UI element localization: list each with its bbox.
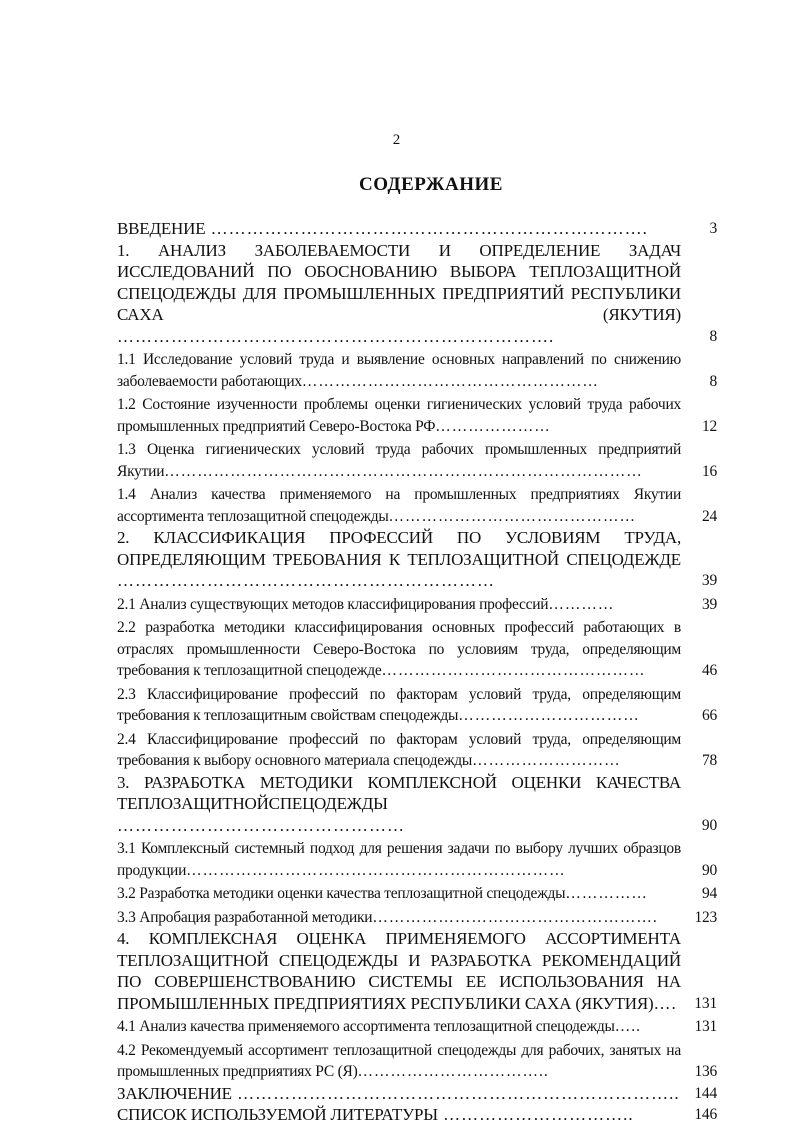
toc-entry-title: 3.1 Комплексный системный подход для решения задачи по выбору лучших образцов продукции <box>117 840 681 879</box>
toc-entry-title: 1.2 Состояние изученности проблемы оценки гигиенических условий труда рабочих промышленных предприятий Северо-Востока РФ <box>117 396 681 435</box>
toc-entry-page: 39 <box>702 595 717 613</box>
toc-entry-title: 3.3 Апробация разработанной методики <box>117 908 373 926</box>
toc-entry-page: 131 <box>694 1018 717 1035</box>
toc-entry-title: 3.2 Разработка методики оценки качества теплозащитной спецодежды <box>117 885 566 902</box>
toc-leader-dots: …………………………….. <box>357 1063 549 1080</box>
toc-entry-page: 131 <box>694 994 717 1012</box>
toc-entry-page: 94 <box>702 885 717 902</box>
toc-entry-title: 4.2 Рекомендуемый ассортимент теплозащитной спецодежды для рабочих, занятых на промышленных предприятиях РС (Я) <box>117 1041 681 1080</box>
toc-leader-dots: ………………………………………… <box>381 662 646 679</box>
toc-entry-page: 8 <box>709 327 717 345</box>
toc-entry <box>117 883 717 905</box>
toc-leader-dots: …………… <box>565 885 648 902</box>
toc-entry <box>117 1016 717 1038</box>
toc-entry-title: 4. КОМПЛЕКСНАЯ ОЦЕНКА ПРИМЕНЯЕМОГО АССОРТИМЕНТА ТЕПЛОЗАЩИТНОЙ СПЕЦОДЕЖДЫ И РАЗРАБОТКА РЕКОМЕНДАЦИЙ ПО СОВЕРШЕНСТВОВАНИЮ СИСТЕМЫ ЕЕ ИСПОЛЬЗОВАНИЯ НА ПРОМЫШЛЕННЫХ ПРЕДПРИЯТИЯХ РЕСПУБЛИКИ САХА (ЯКУТИЯ) <box>117 929 681 1013</box>
toc-entry-page: 3 <box>709 220 717 237</box>
toc-entry <box>117 1040 717 1083</box>
toc-entry-page: 24 <box>702 507 717 525</box>
toc-entry-title: 2. КЛАССИФИКАЦИЯ ПРОФЕССИЙ ПО УСЛОВИЯМ ТРУДА, ОПРЕДЕЛЯЮЩИМ ТРЕБОВАНИЯ К ТЕПЛОЗАЩИТНОЙ СПЕЦОДЕЖДЕ <box>117 528 681 569</box>
toc-leader-dots: ……………………………………… <box>388 507 637 525</box>
toc-entry <box>117 439 717 482</box>
toc-leader-dots: ………………………………………… <box>117 815 405 835</box>
toc-leader-dots: ………………… <box>435 417 551 435</box>
toc-leader-dots: …………………………………………………………… <box>186 861 566 879</box>
toc-entry <box>117 617 717 682</box>
toc-entry-title: 1.1 Исследование условий труда и выявление основных направлений по снижению заболеваемости работающих <box>117 351 681 390</box>
toc-leader-dots: ….. <box>614 1018 641 1035</box>
toc-entry <box>117 907 717 929</box>
toc-entry-page: 136 <box>694 1063 717 1080</box>
toc-leader-dots: ……………………………………………… <box>301 372 599 390</box>
page-number: 2 <box>392 132 401 148</box>
toc-leader-dots: …. <box>653 993 677 1013</box>
toc-leader-dots: ………… <box>548 595 615 613</box>
toc-entry-page: 144 <box>694 1084 717 1102</box>
toc-entry-page: 16 <box>702 462 717 480</box>
toc-entry <box>117 394 717 437</box>
toc-entry <box>117 240 717 348</box>
table-of-contents <box>117 218 717 1126</box>
toc-entry-title: 3. РАЗРАБОТКА МЕТОДИКИ КОМПЛЕКСНОЙ ОЦЕНКИ КАЧЕСТВА ТЕПЛОЗАЩИТНОЙСПЕЦОДЕЖДЫ <box>117 772 681 813</box>
toc-entry-title: ВВЕДЕНИЕ <box>117 219 206 238</box>
toc-entry <box>117 684 717 727</box>
toc-leader-dots: …………………………………………………………………………… <box>164 462 643 480</box>
toc-leader-dots: ………………………….. <box>437 1105 634 1124</box>
toc-entry <box>117 527 717 592</box>
toc-leader-dots: ……………………… <box>472 752 621 769</box>
toc-heading: СОДЕРЖАНИЕ <box>359 174 503 195</box>
toc-entry-page: 39 <box>701 572 717 589</box>
toc-leader-dots: ………………………………………………………………. <box>205 219 648 238</box>
toc-entry <box>117 218 717 240</box>
toc-entry-title: СПИСОК ИСПОЛЬЗУЕМОЙ ЛИТЕРАТУРЫ <box>117 1105 438 1124</box>
toc-entry <box>117 594 717 616</box>
toc-entry-title: ЗАКЛЮЧЕНИЕ <box>117 1083 232 1103</box>
toc-entry <box>117 928 717 1014</box>
toc-entry-title: 1.4 Анализ качества применяемого на промышленных предприятиях Якутии ассортимента теплозащитной спецодежды <box>117 486 681 525</box>
toc-entry <box>117 729 717 772</box>
toc-leader-dots: ……………………………………………. <box>372 908 658 926</box>
toc-entry-title: 1.3 Оценка гигиенических условий труда рабочих промышленных предприятий Якутии <box>117 441 681 480</box>
toc-entry-page: 8 <box>709 372 717 390</box>
toc-leader-dots: ………………………………………………………………. <box>117 326 555 346</box>
toc-entry-title: 4.1 Анализ качества применяемого ассортимента теплозащитной спецодежды <box>117 1018 615 1035</box>
toc-entry-page: 90 <box>702 861 717 879</box>
toc-entry-page: 146 <box>694 1106 717 1123</box>
toc-entry-page: 90 <box>701 816 717 834</box>
toc-entry <box>117 1083 717 1105</box>
toc-entry <box>117 349 717 392</box>
toc-leader-dots: ……………………………………………………………….. <box>231 1083 680 1103</box>
toc-entry <box>117 838 717 881</box>
toc-entry-title: 2.1 Анализ существующих методов классифицирования профессий <box>117 595 549 613</box>
toc-entry-title: 2.4 Классифицирование профессий по факторам условий труда, определяющим требования к выбору основного материала спецодежды <box>117 730 681 769</box>
toc-leader-dots: ……………………………………………………… <box>117 571 495 590</box>
toc-entry <box>117 1104 717 1126</box>
toc-entry <box>117 772 717 837</box>
toc-entry-page: 78 <box>702 752 717 769</box>
toc-leader-dots: …………………………… <box>458 707 640 724</box>
toc-entry-title: 2.3 Классифицирование профессий по факторам условий труда, определяющим требования к теплозащитным свойствам спецодежды <box>117 685 681 724</box>
toc-entry-page: 123 <box>694 908 717 926</box>
toc-entry-page: 12 <box>702 417 717 435</box>
toc-entry-title: 1. АНАЛИЗ ЗАБОЛЕВАЕМОСТИ И ОПРЕДЕЛЕНИЕ ЗАДАЧ ИССЛЕДОВАНИЙ ПО ОБОСНОВАНИЮ ВЫБОРА ТЕПЛОЗАЩИТНОЙ СПЕЦОДЕЖДЫ ДЛЯ ПРОМЫШЛЕННЫХ ПРЕДПРИЯТИЙ РЕСПУБЛИКИ САХА (ЯКУТИЯ) <box>117 240 681 324</box>
toc-entry <box>117 484 717 527</box>
toc-entry-page: 46 <box>702 662 717 679</box>
toc-entry-title: 2.2 разработка методики классифицирования основных профессий работающих в отраслях промышленности Северо-Востока по условиям труда, определяющим требования к теплозащитной спецодежде <box>117 619 681 679</box>
toc-entry-page: 66 <box>702 707 717 724</box>
